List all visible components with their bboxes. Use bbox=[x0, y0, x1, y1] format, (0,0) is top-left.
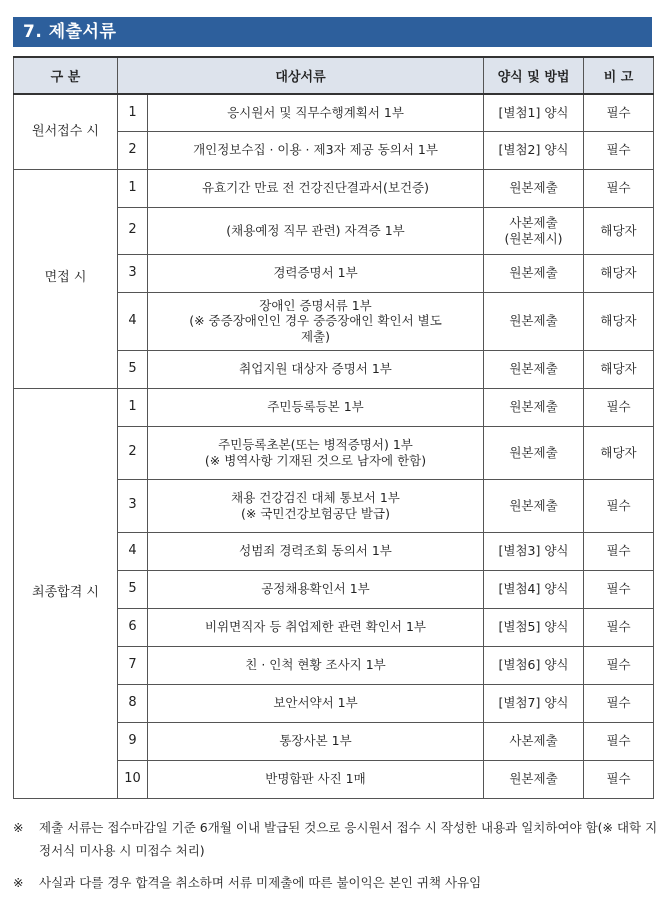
remarks-cell: 필수 bbox=[584, 722, 654, 760]
document-text: 유효기간 만료 전 건강진단결과서(보건증) bbox=[202, 180, 429, 196]
document-text: 경력증명서 1부 bbox=[273, 265, 358, 281]
remarks-cell: 해당자 bbox=[584, 292, 654, 350]
remarks-cell: 해당자 bbox=[584, 207, 654, 254]
document-text: 공정채용확인서 1부 bbox=[261, 581, 370, 597]
header-category: 구 분 bbox=[14, 57, 118, 94]
header-method: 양식 및 방법 bbox=[484, 57, 584, 94]
row-number: 2 bbox=[118, 207, 148, 254]
document-cell bbox=[148, 479, 484, 532]
method-text: 원본제출 bbox=[509, 444, 558, 460]
category-cell: 면접 시 bbox=[14, 169, 118, 388]
row-number: 4 bbox=[118, 292, 148, 350]
row-number: 4 bbox=[118, 532, 148, 570]
remarks-cell: 필수 bbox=[584, 388, 654, 426]
document-text: 주민등록초본(또는 병적증명서) 1부 bbox=[218, 436, 413, 452]
document-cell bbox=[148, 646, 484, 684]
method-cell bbox=[484, 684, 584, 722]
remarks-cell: 필수 bbox=[584, 169, 654, 207]
document-cell bbox=[148, 426, 484, 479]
row-number: 6 bbox=[118, 608, 148, 646]
method-cell bbox=[484, 94, 584, 131]
document-cell bbox=[148, 570, 484, 608]
method-text: 원본제출 bbox=[509, 361, 558, 377]
note-mark: ※ bbox=[13, 875, 24, 890]
document-cell bbox=[148, 388, 484, 426]
document-cell bbox=[148, 169, 484, 207]
remarks-cell: 해당자 bbox=[584, 350, 654, 388]
method-text: 원본제출 bbox=[509, 265, 558, 281]
table-row bbox=[14, 169, 654, 207]
note-mark: ※ bbox=[13, 820, 24, 835]
note-item bbox=[13, 871, 658, 894]
row-number: 10 bbox=[118, 760, 148, 798]
method-cell bbox=[484, 388, 584, 426]
document-text: 통장사본 1부 bbox=[279, 733, 352, 749]
remarks-cell: 필수 bbox=[584, 532, 654, 570]
method-text: [별첨2] 양식 bbox=[498, 142, 569, 158]
row-number: 2 bbox=[118, 131, 148, 169]
remarks-cell: 필수 bbox=[584, 608, 654, 646]
method-cell bbox=[484, 254, 584, 292]
table-row bbox=[14, 94, 654, 131]
row-number: 1 bbox=[118, 94, 148, 131]
method-cell bbox=[484, 207, 584, 254]
method-text: [별첨1] 양식 bbox=[498, 104, 569, 120]
row-number: 2 bbox=[118, 426, 148, 479]
method-cell bbox=[484, 479, 584, 532]
document-text: 취업지원 대상자 증명서 1부 bbox=[239, 361, 392, 377]
document-text: 장애인 증명서류 1부 bbox=[259, 297, 372, 313]
document-cell bbox=[148, 207, 484, 254]
note-text: 제출 서류는 접수마감일 기준 6개월 이내 발급된 것으로 응시원서 접수 시 작성한 내용과 일치하여야 함(※ 대학 지정서식 미사용 시 미접수 처리) bbox=[39, 820, 658, 858]
document-text: (※ 국민건강보험공단 발급) bbox=[241, 505, 390, 521]
remarks-cell: 필수 bbox=[584, 131, 654, 169]
document-cell bbox=[148, 684, 484, 722]
document-text: 응시원서 및 직무수행계획서 1부 bbox=[227, 104, 404, 120]
method-text: 원본제출 bbox=[509, 399, 558, 415]
document-text: 친 · 인척 현황 조사지 1부 bbox=[245, 657, 386, 673]
document-text: 주민등록등본 1부 bbox=[267, 399, 364, 415]
method-cell bbox=[484, 570, 584, 608]
method-text: [별첨4] 양식 bbox=[498, 581, 569, 597]
remarks-cell: 해당자 bbox=[584, 426, 654, 479]
method-cell bbox=[484, 292, 584, 350]
note-item bbox=[13, 816, 658, 862]
document-text: 비위면직자 등 취업제한 관련 확인서 1부 bbox=[204, 619, 427, 635]
row-number: 3 bbox=[118, 254, 148, 292]
document-text: (채용예정 직무 관련) 자격증 1부 bbox=[226, 222, 405, 238]
method-text: (원본제시) bbox=[504, 230, 563, 246]
row-number: 9 bbox=[118, 722, 148, 760]
method-cell bbox=[484, 350, 584, 388]
section-title: 7. 제출서류 bbox=[13, 17, 652, 47]
notes bbox=[13, 816, 658, 894]
document-cell bbox=[148, 608, 484, 646]
method-text: [별첨6] 양식 bbox=[498, 657, 569, 673]
header-documents: 대상서류 bbox=[118, 57, 484, 94]
row-number: 5 bbox=[118, 350, 148, 388]
table-row bbox=[14, 388, 654, 426]
document-cell bbox=[148, 722, 484, 760]
document-cell bbox=[148, 350, 484, 388]
remarks-cell: 필수 bbox=[584, 684, 654, 722]
method-text: [별첨3] 양식 bbox=[498, 543, 569, 559]
method-cell bbox=[484, 169, 584, 207]
method-text: 원본제출 bbox=[509, 497, 558, 513]
document-text: (※ 병역사항 기재된 것으로 남자에 한함) bbox=[204, 452, 427, 468]
row-number: 5 bbox=[118, 570, 148, 608]
method-cell bbox=[484, 131, 584, 169]
document-text: 성범죄 경력조회 동의서 1부 bbox=[239, 543, 392, 559]
method-text: 사본제출 bbox=[509, 214, 558, 230]
note-text: 사실과 다를 경우 합격을 취소하며 서류 미제출에 따른 불이익은 본인 귀책 사유임 bbox=[39, 875, 482, 890]
row-number: 1 bbox=[118, 169, 148, 207]
method-cell bbox=[484, 426, 584, 479]
row-number: 8 bbox=[118, 684, 148, 722]
method-text: 원본제출 bbox=[509, 180, 558, 196]
method-cell bbox=[484, 646, 584, 684]
method-cell bbox=[484, 760, 584, 798]
document-text: 개인정보수집 · 이용 · 제3자 제공 동의서 1부 bbox=[193, 142, 438, 158]
row-number: 3 bbox=[118, 479, 148, 532]
category-cell: 원서접수 시 bbox=[14, 94, 118, 169]
document-cell bbox=[148, 254, 484, 292]
row-number: 7 bbox=[118, 646, 148, 684]
remarks-cell: 해당자 bbox=[584, 254, 654, 292]
document-text: 제출) bbox=[300, 328, 331, 344]
method-cell bbox=[484, 608, 584, 646]
method-text: 사본제출 bbox=[509, 733, 558, 749]
remarks-cell: 필수 bbox=[584, 479, 654, 532]
remarks-cell: 필수 bbox=[584, 570, 654, 608]
document-cell bbox=[148, 94, 484, 131]
method-text: [별첨5] 양식 bbox=[498, 619, 569, 635]
table-header-row bbox=[14, 57, 654, 94]
method-text: 원본제출 bbox=[509, 313, 558, 329]
remarks-cell: 필수 bbox=[584, 760, 654, 798]
document-cell bbox=[148, 532, 484, 570]
document-cell bbox=[148, 760, 484, 798]
row-number: 1 bbox=[118, 388, 148, 426]
method-text: [별첨7] 양식 bbox=[498, 695, 569, 711]
header-remarks: 비 고 bbox=[584, 57, 654, 94]
document-text: 채용 건강검진 대체 통보서 1부 bbox=[231, 489, 400, 505]
document-text: 반명함판 사진 1매 bbox=[265, 771, 366, 787]
category-cell: 최종합격 시 bbox=[14, 388, 118, 798]
document-text: (※ 중증장애인인 경우 중증장애인 확인서 별도 bbox=[189, 313, 442, 329]
document-text: 보안서약서 1부 bbox=[273, 695, 358, 711]
remarks-cell: 필수 bbox=[584, 94, 654, 131]
method-text: 원본제출 bbox=[509, 771, 558, 787]
document-cell bbox=[148, 131, 484, 169]
method-cell bbox=[484, 532, 584, 570]
method-cell bbox=[484, 722, 584, 760]
documents-table bbox=[13, 56, 654, 799]
remarks-cell: 필수 bbox=[584, 646, 654, 684]
document-cell bbox=[148, 292, 484, 350]
